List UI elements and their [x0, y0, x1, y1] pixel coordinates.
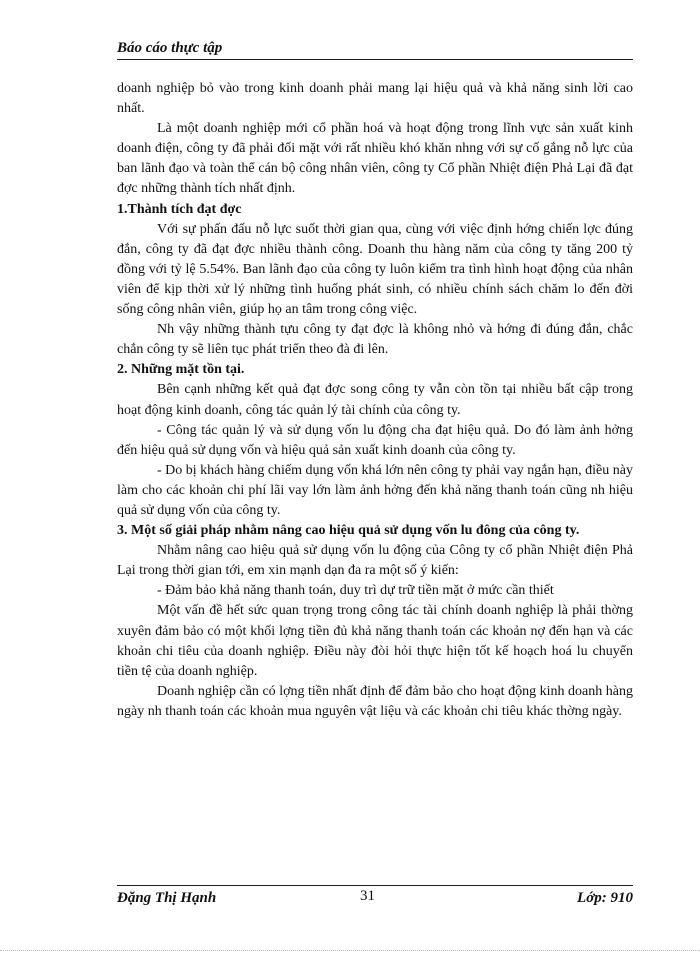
- page-content: [117, 79, 633, 722]
- bottom-dotted-divider: [0, 950, 700, 951]
- section-heading-achievements: 1.Thành tích đạt đợc: [117, 201, 242, 217]
- footer-author: Đặng Thị Hạnh: [117, 890, 217, 906]
- paragraph-intro-continuation: doanh nghiệp bỏ vào trong kinh doanh phải mang lại hiệu quả và khả năng sinh lời cao nhất.: [117, 81, 633, 117]
- paragraph-achievements-summary: Nh vậy những thành tựu công ty đạt đợc là không nhỏ và hớng đi đúng đắn, chắc chắn công ty sẽ liên tục phát triển theo đà đi lên.: [117, 322, 633, 358]
- section-heading-shortcomings: 2. Những mặt tồn tại.: [117, 362, 245, 378]
- paragraph-liquidity-importance: Một vấn đề hết sức quan trọng trong công tác tài chính doanh nghiệp là phải thờng xuyên đảm bảo có một khối lợng tiền đủ khả năng thanh toán các khoản nợ đến hạn và các khoản chi tiêu của doanh nghiệp. Điều này đòi hỏi thực hiện tốt kế hoạch hoá lu chuyển tiền tệ của doanh nghiệp.: [117, 603, 633, 679]
- bullet-capital-management: - Công tác quản lý và sử dụng vốn lu động cha đạt hiệu quả. Do đó làm ảnh hởng đến hiệu quả sử dụng vốn và hiệu quả sản xuất kinh doanh của công ty.: [117, 422, 633, 458]
- bullet-ensure-liquidity: - Đảm bảo khả năng thanh toán, duy trì dự trữ tiền mặt ở mức cần thiết: [157, 583, 554, 599]
- paragraph-shortcomings: Bên cạnh những kết quả đạt đợc song công ty vẫn còn tồn tại nhiều bất cập trong hoạt động kinh doanh, công tác quản lý tài chính của công ty.: [117, 382, 633, 418]
- bullet-short-term-loans: - Do bị khách hàng chiếm dụng vốn khá lớn nên công ty phải vay ngắn hạn, điều này làm cho các khoản chi phí lãi vay lớn làm ảnh hởng đến khả năng thanh toán cũng nh hiệu quả sử dụng vốn của công ty.: [117, 462, 633, 518]
- paragraph-company-context: Là một doanh nghiệp mới cổ phần hoá và hoạt động trong lĩnh vực sản xuất kinh doanh điện, công ty đã phải đối mặt với rất nhiều khó khăn nhng với sự cố gắng nỗ lực của ban lãnh đạo và toàn thể cán bộ công nhân viên, công ty Cổ phần Nhiệt điện Phả Lại đã đạt đợc những thành tích nhất định.: [117, 121, 633, 197]
- paragraph-solutions-intro: Nhằm nâng cao hiệu quả sử dụng vốn lu động của Công ty cổ phần Nhiệt điện Phả Lại trong thời gian tới, em xin mạnh dạn đa ra một số ý kiến:: [117, 543, 633, 579]
- page-header: [117, 39, 633, 60]
- header-title: Báo cáo thực tập: [117, 40, 223, 56]
- paragraph-cash-needs: Doanh nghiệp cần có lợng tiền nhất định để đảm bảo cho hoạt động kinh doanh hàng ngày nh thanh toán các khoản mua nguyên vật liệu và các khoản chi tiêu khác thờng ngày.: [117, 683, 633, 719]
- page-number: 31: [360, 888, 375, 904]
- footer-class-label: Lớp: 910: [577, 890, 633, 906]
- paragraph-achievements: Với sự phấn đấu nỗ lực suốt thời gian qua, cùng với việc định hớng chiến lợc đúng đắn, công ty đã đạt đợc nhiều thành công. Doanh thu hàng năm của công ty tăng 200 tỷ đồng với tỷ lệ 5.54%. Ban lãnh đạo của công ty luôn kiểm tra tình hình hoạt động của nhân viên để kịp thời xử lý những tình huống phát sinh, có nhiều chính sách chăm lo đến đời sống công nhân viên, giúp họ an tâm trong công việc.: [117, 221, 633, 318]
- page-footer: [117, 885, 633, 916]
- section-heading-solutions: 3. Một số giải pháp nhằm nâng cao hiệu quả sử dụng vốn lu đông của công ty.: [117, 523, 580, 539]
